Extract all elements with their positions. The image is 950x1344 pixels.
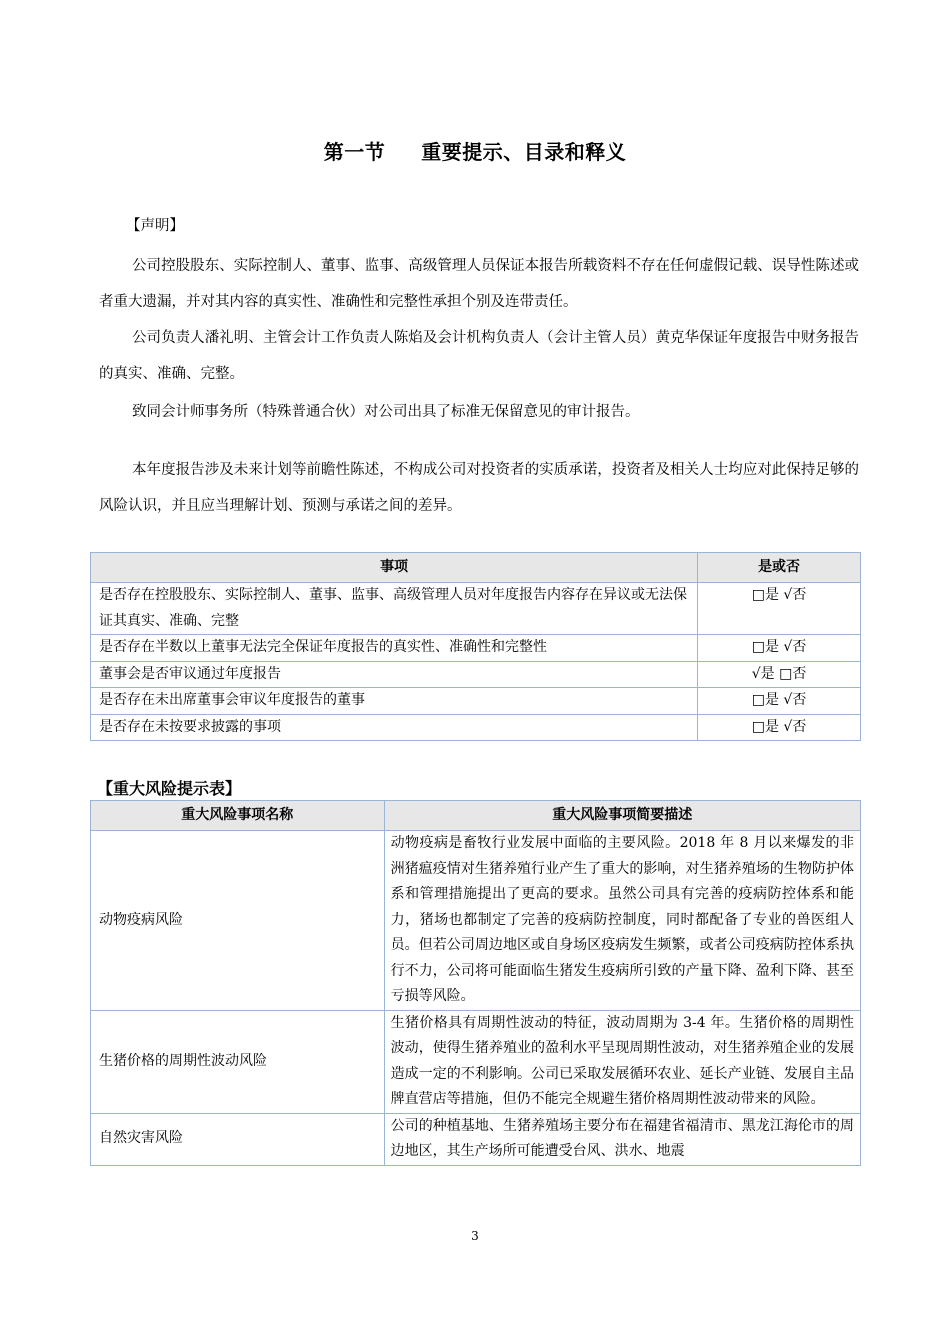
risk-desc-cell: 公司的种植基地、生猪养殖场主要分布在福建省福清市、黑龙江海伦市的周边地区，其生产场所可能遭受台风、洪水、地震 <box>384 1113 860 1165</box>
item-cell: 是否存在半数以上董事无法完全保证年度报告的真实性、准确性和完整性 <box>91 635 698 662</box>
table-row <box>91 583 861 635</box>
table-row <box>91 635 861 662</box>
paragraph-2: 公司负责人潘礼明、主管会计工作负责人陈焰及会计机构负责人（会计主管人员）黄克华保证年度报告中财务报告的真实、准确、完整。 <box>99 330 859 382</box>
table-header-row <box>91 553 861 583</box>
column-header-risk-name: 重大风险事项名称 <box>91 801 385 831</box>
risk-table <box>90 800 861 1166</box>
risk-name-cell: 自然灾害风险 <box>91 1113 385 1165</box>
risk-name-cell: 动物疫病风险 <box>91 831 385 1011</box>
paragraph-4: 本年度报告涉及未来计划等前瞻性陈述，不构成公司对投资者的实质承诺，投资者及相关人士均应对此保持足够的风险认识，并且应当理解计划、预测与承诺之间的差异。 <box>99 462 859 514</box>
risk-section-title: 【重大风险提示表】 <box>97 779 242 798</box>
risk-desc-cell: 生猪价格具有周期性波动的特征，波动周期为 3-4 年。生猪价格的周期性波动，使得生猪养殖业的盈利水平呈现周期性波动，对生猪养殖企业的发展造成一定的不利影响。公司已采取发展循环农业、延长产业链、发展自主品牌直营店等措施，但仍不能完全规避生猪价格周期性波动带来的风险。 <box>384 1010 860 1113</box>
declaration-label: 【声明】 <box>126 218 184 234</box>
answer-cell: □是 √否 <box>698 583 861 635</box>
page-number: 3 <box>471 1229 479 1243</box>
item-cell: 董事会是否审议通过年度报告 <box>91 661 698 688</box>
table-row <box>91 661 861 688</box>
item-cell: 是否存在控股股东、实际控制人、董事、监事、高级管理人员对年度报告内容存在异议或无法保证其真实、准确、完整 <box>91 583 698 635</box>
risk-desc-cell: 动物疫病是畜牧行业发展中面临的主要风险。2018 年 8 月以来爆发的非洲猪瘟疫情对生猪养殖行业产生了重大的影响，对生猪养殖场的生物防护体系和管理措施提出了更高的要求。虽然公司具有完善的疫病防控体系和能力，猪场也都制定了完善的疫病防控制度，同时都配备了专业的兽医组人员。但若公司周边地区或自身场区疫病发生频繁，或者公司疫病防控体系执行不力，公司将可能面临生猪发生疫病所引致的产量下降、盈利下降、甚至亏损等风险。 <box>384 831 860 1011</box>
answer-cell: √是 □否 <box>698 661 861 688</box>
section-title <box>0 136 950 165</box>
table-row <box>91 714 861 741</box>
section-number: 第一节 <box>323 140 386 164</box>
table-row <box>91 1113 861 1165</box>
column-header-answer: 是或否 <box>698 553 861 583</box>
answer-cell: □是 √否 <box>698 688 861 715</box>
paragraph-1: 公司控股股东、实际控制人、董事、监事、高级管理人员保证本报告所载资料不存在任何虚假记载、误导性陈述或者重大遗漏，并对其内容的真实性、准确性和完整性承担个别及连带责任。 <box>99 258 859 310</box>
section-heading: 重要提示、目录和释义 <box>421 140 627 164</box>
confirmation-table <box>90 552 861 741</box>
paragraph-3: 致同会计师事务所（特殊普通合伙）对公司出具了标准无保留意见的审计报告。 <box>132 404 640 420</box>
table-row <box>91 688 861 715</box>
answer-cell: □是 √否 <box>698 635 861 662</box>
table-row <box>91 831 861 1011</box>
item-cell: 是否存在未出席董事会审议年度报告的董事 <box>91 688 698 715</box>
answer-cell: □是 √否 <box>698 714 861 741</box>
risk-name-cell: 生猪价格的周期性波动风险 <box>91 1010 385 1113</box>
table-header-row <box>91 801 861 831</box>
column-header-item: 事项 <box>91 553 698 583</box>
column-header-risk-desc: 重大风险事项简要描述 <box>384 801 860 831</box>
table-row <box>91 1010 861 1113</box>
item-cell: 是否存在未按要求披露的事项 <box>91 714 698 741</box>
